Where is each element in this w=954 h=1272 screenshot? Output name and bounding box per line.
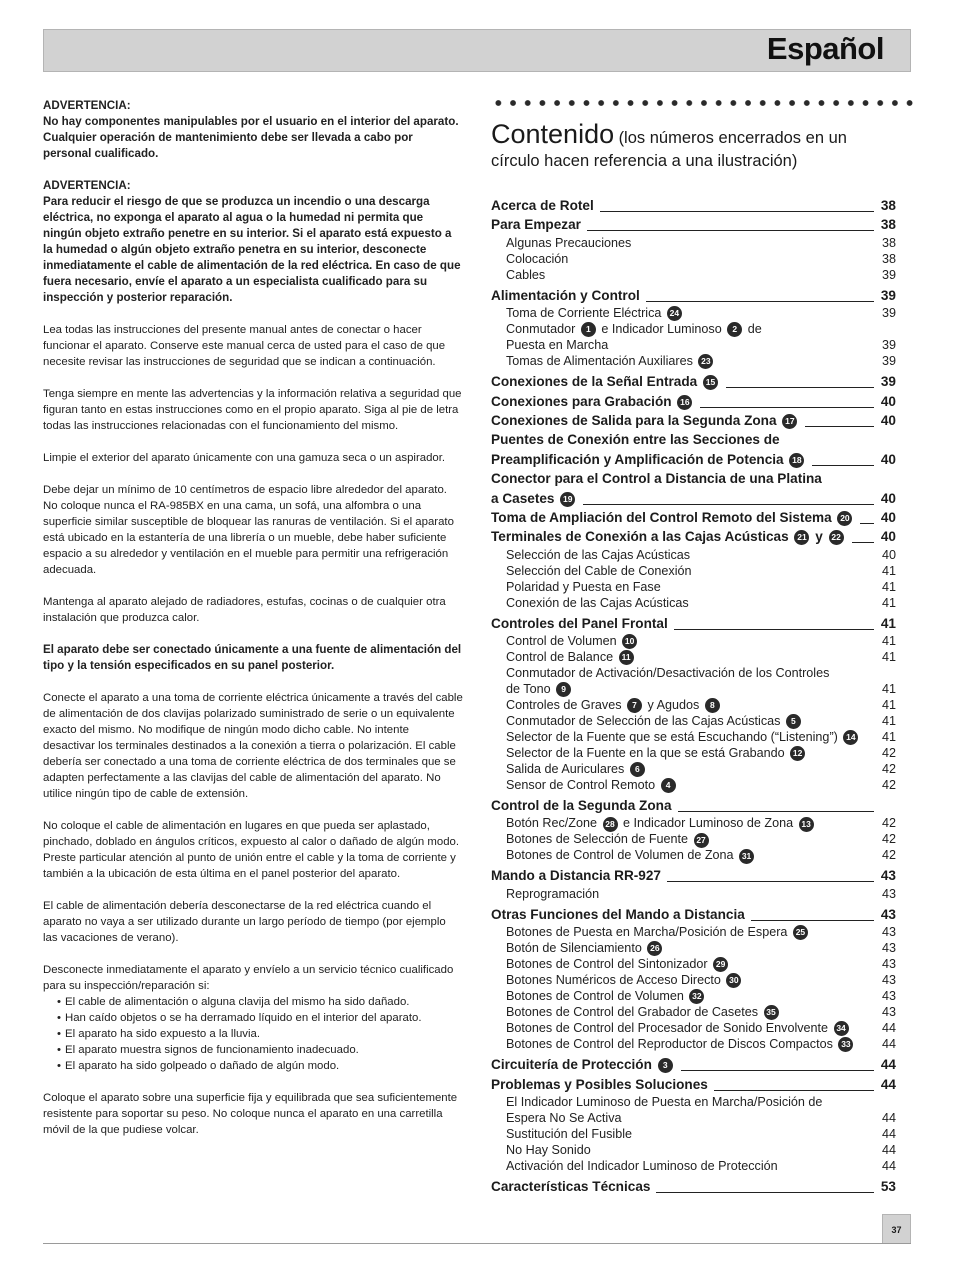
toc-subentry[interactable]: Conmutador de Activación/Desactivación de los Controles [506, 666, 830, 681]
ref-number-icon: 10 [622, 634, 637, 649]
ref-number-icon: 17 [782, 414, 797, 429]
ref-number-icon: 20 [837, 511, 852, 526]
paragraph-warnings: Tenga siempre en mente las advertencias y la información relativa a seguridad que figuran tanto en estas instrucciones como en el propio aparato. Siga al pie de letra todas las instrucciones relacionadas con el funcionamiento del mismo. [43, 388, 462, 432]
list-item: • El aparato ha sido golpeado o dañado de algún modo. [65, 1058, 463, 1074]
header-bar [43, 29, 911, 72]
service-bullet-list [43, 994, 463, 1074]
list-item: • El aparato ha sido expuesto a la lluvia. [65, 1026, 463, 1042]
ref-number-icon: 25 [793, 925, 808, 940]
toc-subtitle: (los números encerrados en un círculo hacen referencia a una ilustración) [491, 129, 847, 170]
toc-subentry[interactable]: No Hay Sonido 44 [506, 1143, 896, 1158]
ref-number-icon: 9 [556, 682, 571, 697]
toc-entry[interactable]: Controles del Panel Frontal 41 [491, 615, 896, 631]
toc-subentry[interactable]: Algunas Precauciones 38 [506, 235, 896, 250]
toc-subentry[interactable]: Sensor de Control Remoto 4 42 [506, 778, 896, 793]
list-item: • El aparato muestra signos de funcionamiento inadecuado. [65, 1042, 463, 1058]
toc-entry[interactable]: Control de la Segunda Zona [491, 796, 896, 815]
ref-number-icon: 34 [834, 1021, 849, 1036]
toc-subentry[interactable]: Botón Rec/Zone 28 e Indicador Luminoso de Zona 13 42 [506, 816, 896, 831]
toc-entry[interactable]: Puentes de Conexión entre las Secciones de [491, 432, 780, 448]
ref-number-icon: 30 [726, 973, 741, 988]
ref-number-icon: 33 [838, 1037, 853, 1052]
toc-subentry[interactable]: Botones de Selección de Fuente 27 42 [506, 832, 896, 847]
toc-subentry[interactable]: Polaridad y Puesta en Fase 41 [506, 579, 896, 594]
ref-number-icon: 13 [799, 817, 814, 832]
paragraph-ventilation: Debe dejar un mínimo de 10 centímetros de espacio libre alrededor del aparato. No coloque nunca el RA-985BX en una cama, un sofá, una alfombra o una superficie similar susceptible de bloquear las ranuras de ventilación. Si el aparato está ubicado en la estantería de una librería o un mueble, debe haber suficiente espacio a su alrededor y ventilación en el mueble para permitir una refrigeración adecuada. [43, 484, 454, 576]
toc-subentry[interactable]: Control de Volumen 10 41 [506, 634, 896, 649]
paragraph-service: Desconecte inmediatamente el aparato y envíelo a un servicio técnico cualificado para su inspección/reparación si: [43, 964, 454, 992]
page-title: Español [766, 31, 884, 66]
toc-subentry[interactable]: Conmutador 1 e Indicador Luminoso 2 de [506, 322, 762, 337]
toc-entry[interactable]: Circuitería de Protección 3 44 [491, 1057, 896, 1073]
toc-entry[interactable]: Alimentación y Control 39 [491, 287, 896, 303]
toc-title: Contenido [491, 119, 615, 149]
toc-subentry[interactable]: Botones de Control del Grabador de Casetes 35 43 [506, 1005, 896, 1020]
toc-subentry[interactable]: Botón de Silenciamiento 26 43 [506, 941, 896, 956]
ref-number-icon: 15 [703, 375, 718, 390]
toc-subentry[interactable]: Espera No Se Activa 44 [506, 1111, 896, 1126]
toc-subentry[interactable]: Control de Balance 11 41 [506, 650, 896, 665]
warning-1 [43, 98, 463, 162]
toc-subentry[interactable]: Botones de Control del Procesador de Sonido Envolvente 34 44 [506, 1021, 896, 1036]
toc-subentry[interactable]: Sustitución del Fusible 44 [506, 1127, 896, 1142]
warning-1-text: No hay componentes manipulables por el usuario en el interior del aparato. Cualquier operación de mantenimiento debe ser llevada a cabo por personal cualificado. [43, 115, 459, 160]
toc-subentry[interactable]: Conmutador de Selección de las Cajas Acústicas 5 41 [506, 714, 896, 729]
toc-subentry[interactable]: Cables 39 [506, 267, 896, 282]
ref-number-icon: 27 [694, 833, 709, 848]
toc-heading [491, 119, 891, 173]
ref-number-icon: 35 [764, 1005, 779, 1020]
ref-number-icon: 7 [627, 698, 642, 713]
toc-entry[interactable]: Otras Funciones del Mando a Distancia 43 [491, 906, 896, 922]
toc-subentry[interactable]: Selector de la Fuente en la que se está Grabando 12 42 [506, 746, 896, 761]
ref-number-icon: 6 [630, 762, 645, 777]
toc-subentry[interactable]: Botones de Control de Volumen de Zona 31 42 [506, 848, 896, 863]
ref-number-icon: 26 [647, 941, 662, 956]
ref-number-icon: 2 [727, 322, 742, 337]
ref-number-icon: 23 [698, 354, 713, 369]
ref-number-icon: 24 [667, 306, 682, 321]
ref-number-icon: 21 [794, 530, 809, 545]
toc-subentry[interactable]: El Indicador Luminoso de Puesta en Marcha/Posición de [506, 1095, 823, 1110]
toc-entry[interactable]: Características Técnicas 53 [491, 1179, 896, 1195]
toc-entry[interactable]: Mando a Distancia RR-927 43 [491, 868, 896, 884]
ref-number-icon: 5 [786, 714, 801, 729]
toc-subentry[interactable]: Botones de Control de Volumen 32 43 [506, 989, 896, 1004]
toc-entry[interactable]: Terminales de Conexión a las Cajas Acústicas 21 y 22 40 [491, 529, 896, 545]
toc-subentry[interactable]: Reprogramación 43 [506, 886, 896, 901]
ref-number-icon: 16 [677, 395, 692, 410]
ref-number-icon: 19 [560, 492, 575, 507]
page-number: 37 [882, 1214, 911, 1244]
toc-entry[interactable]: Para Empezar 38 [491, 217, 896, 233]
warning-2-text: Para reducir el riesgo de que se produzca un incendio o una descarga eléctrica, no exponga el aparato al agua o la humedad ni permita que ningún objeto extraño penetre en su interior. Si el aparato está expuesto a la humedad o algún objeto extraño penetra en su interior, desconecte inmediatamente el cable de alimentación de la red eléctrica. En caso de que fuera necesario, envíe el aparato a un especialista cualificado para su inspección y posterior reparación. [43, 195, 461, 304]
toc-subentry[interactable]: Botones de Control del Sintonizador 29 43 [506, 957, 896, 972]
paragraph-surface: Coloque el aparato sobre una superficie fija y equilibrada que sea suficientemente resistente para soportar su peso. No coloque nunca el aparato en una carretilla móvil de la que pudiese volcar. [43, 1092, 458, 1136]
toc-entry[interactable]: a Casetes 19 40 [491, 490, 896, 506]
warning-1-label: ADVERTENCIA: [43, 99, 131, 112]
toc-subentry[interactable]: Selector de la Fuente que se está Escuchando (“Listening”) 14 41 [506, 730, 896, 745]
toc-entry[interactable]: Problemas y Posibles Soluciones 44 [491, 1076, 896, 1092]
ref-number-icon: 3 [658, 1058, 673, 1073]
ref-number-icon: 29 [713, 957, 728, 972]
ref-number-icon: 32 [689, 989, 704, 1004]
toc-subentry[interactable]: Selección de las Cajas Acústicas 40 [506, 547, 896, 562]
toc-subentry[interactable]: Selección del Cable de Conexión 41 [506, 563, 896, 578]
toc-subentry[interactable]: Tomas de Alimentación Auxiliares 23 39 [506, 354, 896, 369]
toc-entry[interactable]: Conector para el Control a Distancia de una Platina [491, 471, 822, 487]
paragraph-unplug: El cable de alimentación debería desconectarse de la red eléctrica cuando el aparato no vaya a ser utilizado durante un largo período de tiempo (por ejemplo las vacaciones de verano). [43, 900, 446, 944]
dotted-divider [491, 96, 917, 110]
toc-subentry[interactable]: Botones de Puesta en Marcha/Posición de Espera 25 43 [506, 925, 896, 940]
toc-subentry[interactable]: Activación del Indicador Luminoso de Protección 44 [506, 1159, 896, 1174]
toc-subentry[interactable]: Conexión de las Cajas Acústicas 41 [506, 595, 896, 610]
toc-entry[interactable]: Conexiones para Grabación 16 40 [491, 393, 896, 409]
bottom-divider [43, 1243, 911, 1244]
service-conditions [43, 962, 463, 1074]
ref-number-icon: 14 [843, 730, 858, 745]
paragraph-read-instructions: Lea todas las instrucciones del presente manual antes de conectar o hacer funcionar el aparato. Conserve este manual cerca de usted para el caso de que necesite revisar las instrucciones de seguridad que se indican a continuación. [43, 324, 446, 368]
ref-number-icon: 8 [705, 698, 720, 713]
toc-entry[interactable]: Acerca de Rotel 38 [491, 198, 896, 213]
paragraph-power-cable: Conecte el aparato a una toma de corriente eléctrica únicamente a través del cable de alimentación de dos clavijas polarizado suministrado de serie o un equivalente exacto del mismo. No modifique de ningún modo dicho cable. No intente desactivar los terminales destinados a la conexión a tierra o polarización. El cable debería ser conectado a una toma de corriente eléctrica de dos terminales que se adapten perfectamente a las clavijas del cable de alimentación del aparato. No utilice ningún tipo de cable de extensión. [43, 692, 463, 800]
toc-entry[interactable]: Conexiones de la Señal Entrada 15 39 [491, 374, 896, 390]
paragraph-cable-placement: No coloque el cable de alimentación en lugares en que pueda ser aplastado, pinchado, doblado en ángulos críticos, expuesto al calor o dañado de algún modo. Preste particular atención al punto de unión entre el cable y la toma de corriente y también a la ubicación de esta última en el panel posterior del aparato. [43, 820, 460, 880]
table-of-contents [491, 196, 896, 1196]
ref-number-icon: 12 [790, 746, 805, 761]
toc-entry[interactable]: Toma de Ampliación del Control Remoto del Sistema 20 40 [491, 509, 896, 525]
paragraph-cleaning: Limpie el exterior del aparato únicamente con una gamuza seca o un aspirador. [43, 452, 446, 464]
warning-2 [43, 178, 463, 306]
toc-subentry[interactable]: Controles de Graves 7 y Agudos 8 41 [506, 698, 896, 713]
toc-subentry[interactable]: Botones Numéricos de Acceso Directo 30 43 [506, 973, 896, 988]
toc-subentry[interactable]: Salida de Auriculares 6 42 [506, 762, 896, 777]
warning-2-label: ADVERTENCIA: [43, 179, 131, 192]
toc-subentry[interactable]: Botones de Control del Reproductor de Discos Compactos 33 44 [506, 1037, 896, 1052]
paragraph-power-source: El aparato debe ser conectado únicamente a una fuente de alimentación del tipo y la tensión especificados en su panel posterior. [43, 643, 462, 672]
ref-number-icon: 31 [739, 849, 754, 864]
paragraph-heat: Mantenga al aparato alejado de radiadores, estufas, cocinas o de cualquier otra instalación que produzca calor. [43, 596, 446, 624]
ref-number-icon: 22 [829, 530, 844, 545]
toc-subentry[interactable]: Toma de Corriente Eléctrica 24 39 [506, 306, 896, 321]
ref-number-icon: 28 [603, 817, 618, 832]
ref-number-icon: 18 [789, 453, 804, 468]
toc-entry[interactable]: Conexiones de Salida para la Segunda Zona 17 40 [491, 412, 896, 428]
toc-entry[interactable]: Preamplificación y Amplificación de Potencia 18 40 [491, 451, 896, 467]
list-item: • El cable de alimentación o alguna clavija del mismo ha sido dañado. [65, 994, 463, 1010]
safety-instructions [43, 98, 463, 1154]
toc-subentry[interactable]: Puesta en Marcha 39 [506, 338, 896, 353]
toc-subentry[interactable]: de Tono 9 41 [506, 682, 896, 697]
list-item: • Han caído objetos o se ha derramado líquido en el interior del aparato. [65, 1010, 463, 1026]
ref-number-icon: 11 [619, 650, 634, 665]
ref-number-icon: 4 [661, 778, 676, 793]
ref-number-icon: 1 [581, 322, 596, 337]
toc-subentry[interactable]: Colocación 38 [506, 251, 896, 266]
